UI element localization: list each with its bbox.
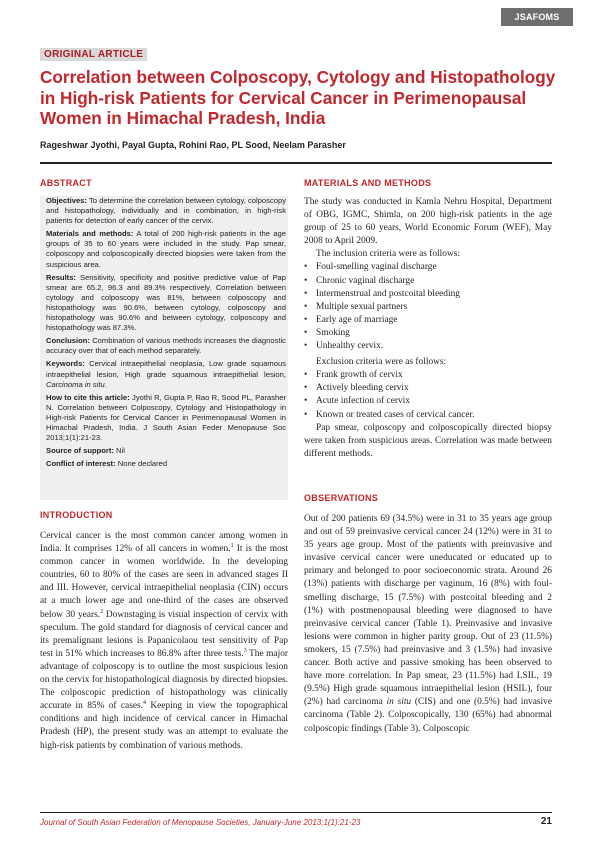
inclusion-item: • Intermenstrual and postcoital bleeding <box>304 288 552 301</box>
intro-part-2: It is the most common cancer in women worldwide. In the developing countries, 60 to 80% of the cases are seen in advanced stages II and III. However, cervical intraepithelial neoplasia (CIN) occurs at a much lower age and one-third of the cases are observed below 30 years. <box>40 544 289 620</box>
exclusion-item: • Actively bleeding cervix <box>304 382 552 395</box>
abstract-citation <box>46 393 286 443</box>
cite-label: How to cite this article: <box>46 392 130 402</box>
conflict-label: Conflict of interest: <box>46 459 116 469</box>
introduction-heading: INTRODUCTION <box>40 510 113 520</box>
abstract-support <box>46 446 286 456</box>
introduction-text <box>40 530 288 753</box>
cite-text: Jyothi R, Gupta P, Rao R, Sood PL, Parasher N. Correlation between Colposcopy, Cytology and Histopathology in High-risk Patients for Cervical Cancer in Perimenopausal Women in Himachal Pradesh, India. J South Asian Feder Menopause Soc 2013;1(1):21-23. <box>46 392 286 443</box>
abstract-conflict <box>46 459 286 469</box>
intro-ref-3[interactable]: 3 <box>243 647 247 654</box>
intro-part-3: Downstaging is visual inspection of cervix with speculum. The gold standard for diagnosis of cervical cancer and its premalignant lesions is Papanicolaou test sensitivity of Pap test in 51% which increases to 86.8% after three tests. <box>40 609 288 659</box>
inclusion-item: • Smoking <box>304 327 552 340</box>
inclusion-intro: The inclusion criteria were as follows: <box>316 249 460 260</box>
objectives-label: Objectives: <box>46 196 87 205</box>
inclusion-item: • Chronic vaginal discharge <box>304 275 552 288</box>
materials-closing-paragraph: Pap smear, colposcopy and colposcopically directed biopsy were taken from suspicious areas. Correlation was made between different methods. <box>304 422 552 459</box>
materials-body <box>304 196 552 461</box>
abstract-heading: ABSTRACT <box>40 178 92 188</box>
inclusion-list <box>304 261 552 353</box>
abstract-body <box>46 196 286 472</box>
intro-ref-2[interactable]: 2 <box>100 608 104 615</box>
intro-ref-1[interactable]: 1 <box>230 542 234 549</box>
methods-label: Materials and methods: <box>46 229 134 239</box>
observations-text <box>304 513 552 736</box>
abstract-conclusion <box>46 336 286 356</box>
materials-heading: MATERIALS AND METHODS <box>304 178 432 188</box>
exclusion-list <box>304 369 552 421</box>
support-label: Source of support: <box>46 446 114 456</box>
footer-citation: Journal of South Asian Federation of Menopause Societies, January-June 2013;1(1):21-23 <box>40 818 361 827</box>
keywords-label: Keywords: <box>46 359 85 369</box>
conclusion-label: Conclusion: <box>46 336 90 346</box>
inclusion-item: • Unhealthy cervix. <box>304 340 552 353</box>
author-list: Rageshwar Jyothi, Payal Gupta, Rohini Rao, PL Sood, Neelam Parasher <box>40 140 346 150</box>
intro-part-1: Cervical cancer is the most common cancer among women in India. It comprises 12% of all cancers in women. <box>40 531 288 555</box>
inclusion-item: • Foul-smelling vaginal discharge <box>304 261 552 274</box>
title-divider <box>40 162 552 164</box>
conflict-text: None declared <box>117 459 168 469</box>
article-type-label: ORIGINAL ARTICLE <box>40 48 147 61</box>
abstract-keywords <box>46 359 286 389</box>
keywords-italic: Carcinoma in situ. <box>46 379 107 389</box>
inclusion-item: • Multiple sexual partners <box>304 301 552 314</box>
footer-divider <box>40 812 552 813</box>
intro-ref-4[interactable]: 4 <box>143 700 146 707</box>
article-title: Correlation between Colposcopy, Cytology and Histopathology in High-risk Patients for Cervical Cancer in Perimenopausal Women in Himachal Pradesh, India <box>40 67 556 129</box>
observations-heading: OBSERVATIONS <box>304 493 379 503</box>
exclusion-item: • Frank growth of cervix <box>304 369 552 382</box>
page-number: 21 <box>540 816 552 827</box>
exclusion-item: • Acute infection of cervix <box>304 395 552 408</box>
conclusion-text: Combination of various methods increases the diagnostic accuracy over that of each method separately. <box>46 336 286 356</box>
abstract-objectives <box>46 196 286 226</box>
results-text: Sensitivity, specificity and positive predictive value of Pap smear are 65.2, 96.3 and 89.3% respectively. Correlation between cytology and colposcopy was 81%, between colposcopy and histopathology was 90.6%, between cytology, colposcopy and histopathology was 90.6% and between cytology, colposcopy and histopathology was 87.3%. <box>46 272 286 333</box>
materials-paragraph: The study was conducted in Kamla Nehru Hospital, Department of OBG, IGMC, Shimla, on 200 high-risk patients in the age group of 25 to 60 years, World Economic Forum (WEF), May 2008 to April 2009. <box>304 197 552 247</box>
intro-part-5: Keeping in view the topographical conditions and high incidence of cervical cancer in Himachal Pradesh (HP), the present study was an attempt to evaluate the high-risk patients by combination of various methods. <box>40 701 288 751</box>
methods-text: A total of 200 high-risk patients in the age groups of 35 to 60 years were included in the study. Pap smear, colposcopy and colposcopically directed biopsies were taken from the suspicious area. <box>46 229 286 269</box>
keywords-text: Cervical intraepithelial neoplasia, Low grade squamous intraepithelial lesion, High grade squamous intraepithelial lesion, <box>46 359 286 379</box>
support-text: Nil <box>116 446 125 456</box>
journal-badge: JSAFOMS <box>501 8 573 26</box>
observations-part-1: Out of 200 patients 69 (34.5%) were in 31 to 35 years age group and out of 59 preinvasive cervical cancer 24 (12%) were in 31 to 35 years age group. Most of the patients with preinvasive and invasive cervical cancer were uneducated or educated up to primary and belonged to poor socioeconomic strata. Around 26 (13%) patients with discharge per vaginum, 16 (8%) with foul-smelling discharge, 15 (7.5%) with postcoital bleeding and 2 (1%) with postmenopausal bleeding were diagnosed to have preinvasive cervical cancer (Table 1). Preinvasive and invasive lesions were common in higher parity group. Out of 23 (11.5%) smokers, 15 (7.5%) had preinvasive and 3 (1.5%) had invasive cancer. Both active and passive smoking has been observed to have more correlation. In Pap smear, 23 (11.5%) had LSIL, 19 (9.5%) High grade squamous intraepithelial lesion (HSIL), four (2%) had carcinoma <box>304 514 552 708</box>
abstract-results <box>46 273 286 334</box>
abstract-methods <box>46 229 286 269</box>
observations-part-2: (CIS) and one (0.5%) had invasive carcinoma (Table 2). Colposcopically, 130 (65%) had abnormal colposcopic findings (Table 3). Colposcopic <box>304 697 552 734</box>
objectives-text: To determine the correlation between cytology, colposcopy and histopathology, individually and in combination, in high-risk patients for detection of early cancer of the cervix. <box>46 196 286 226</box>
intro-part-4: The major advantage of colposcopy is to outline the most suspicious lesion on the cervix for histopathological diagnosis by directed biopsies. The colposcopic prediction of histopathology was clinically accurate in 85% of cases. <box>40 648 288 712</box>
observations-italic: in situ <box>386 697 412 708</box>
exclusion-item: • Known or treated cases of cervical cancer. <box>304 409 552 422</box>
exclusion-intro: Exclusion criteria were as follows: <box>316 357 447 368</box>
inclusion-item: • Early age of marriage <box>304 314 552 327</box>
results-label: Results: <box>46 272 76 282</box>
